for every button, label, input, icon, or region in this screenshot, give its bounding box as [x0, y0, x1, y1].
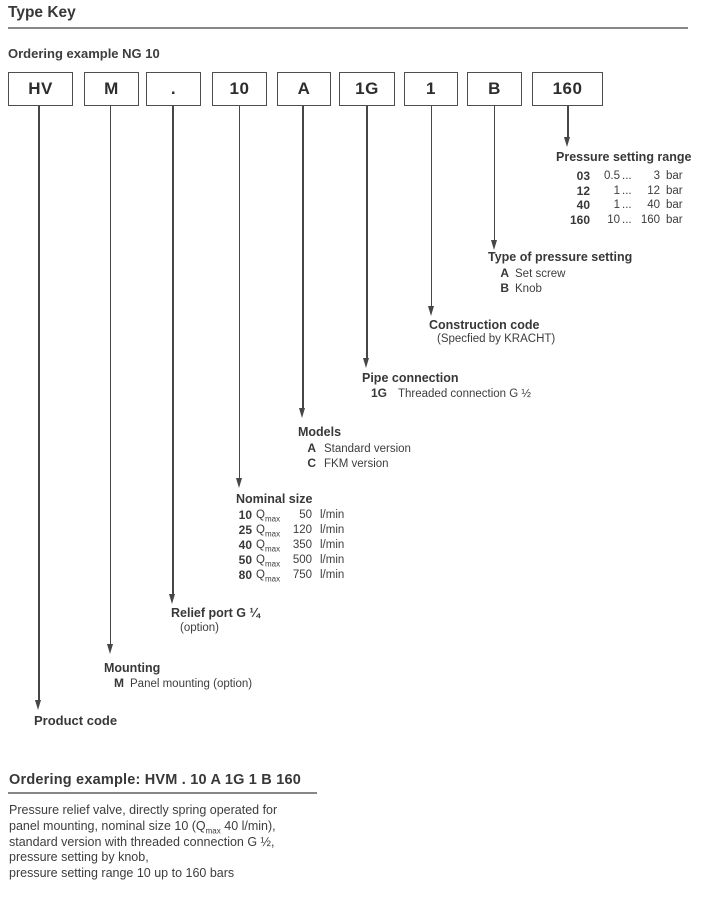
code-box-a: A [277, 72, 331, 106]
arrow-head-icon [491, 240, 497, 250]
size-code: 25 [238, 523, 252, 537]
description-line: pressure setting range 10 up to 160 bars [9, 866, 235, 881]
range-dots: ... [622, 199, 632, 211]
code-box-hv: HV [8, 72, 73, 106]
arrow-line [38, 106, 40, 702]
range-min: 1 [613, 199, 620, 211]
models-item [305, 441, 411, 456]
arrow-pressure-setting-range [564, 106, 573, 147]
code-box-160: 160 [532, 72, 603, 106]
range-code: 40 [576, 198, 590, 212]
range-code: 160 [569, 213, 590, 227]
range-max: 40 [647, 199, 660, 211]
range-min: 0.5 [604, 170, 620, 182]
pipe-connection-item [371, 386, 531, 401]
nominal-size-row [236, 568, 344, 582]
pressure-setting-type-item [497, 281, 542, 296]
nominal-size-row [236, 523, 344, 537]
pressure-setting-type-title: Type of pressure setting [488, 250, 633, 264]
item-code: M [114, 676, 124, 690]
range-max: 160 [640, 214, 660, 226]
models-title: Models [298, 425, 342, 439]
arrow-line [239, 106, 241, 480]
description-line: panel mounting, nominal size 10 ($Q_{max}$ 40 l/min), [9, 818, 276, 836]
arrow-head-icon [236, 478, 242, 488]
range-dots: ... [622, 214, 632, 226]
range-code: 03 [576, 169, 590, 183]
size-code: 10 [238, 508, 252, 522]
flow-value: 350 [292, 539, 312, 551]
size-code: 50 [238, 553, 252, 567]
item-label: Panel mounting (option) [130, 678, 253, 690]
nominal-size-row [236, 508, 344, 522]
mounting-title: Mounting [104, 661, 161, 675]
page-title: Type Key [8, 4, 76, 21]
nominal-size-title: Nominal size [236, 492, 313, 506]
arrow-line [494, 106, 496, 242]
arrow-nominal-size [235, 106, 244, 488]
flow-unit: l/min [320, 509, 345, 521]
range-code: 12 [576, 184, 590, 198]
ordering-example-description [9, 803, 277, 882]
arrow-line [366, 106, 368, 360]
range-min: 1 [613, 185, 620, 197]
construction-code-title: Construction code [429, 318, 540, 332]
range-unit: bar [666, 185, 683, 197]
arrow-head-icon [363, 358, 369, 368]
pipe-connection-title: Pipe connection [362, 371, 459, 385]
flow-unit: l/min [320, 569, 345, 581]
pressure-range-row [556, 198, 683, 212]
range-max: 3 [653, 170, 660, 182]
pressure-range-row [556, 169, 683, 183]
code-box-1: 1 [404, 72, 458, 106]
item-code: 1G [371, 386, 388, 400]
pressure-setting-type-item [497, 266, 566, 281]
code-box-10: 10 [212, 72, 267, 106]
range-unit: bar [666, 199, 683, 211]
arrow-relief-port [169, 106, 178, 604]
item-code: A [500, 266, 509, 280]
flow-value: 750 [292, 569, 312, 581]
item-code: B [500, 281, 509, 295]
qmax-symbol: $Q_{max}$ [256, 539, 281, 554]
size-code: 40 [238, 538, 252, 552]
arrow-mounting [106, 106, 115, 654]
arrow-line [172, 106, 174, 596]
arrow-pipe-connection [363, 106, 372, 368]
item-label: FKM version [324, 458, 389, 470]
flow-value: 120 [292, 524, 312, 536]
ordering-example-title: Ordering example: HVM . 10 A 1G 1 B 160 [9, 772, 301, 788]
code-box-dot: . [146, 72, 201, 106]
flow-unit: l/min [320, 539, 345, 551]
description-line: pressure setting by knob, [9, 850, 149, 865]
ordering-example-rule [8, 792, 317, 794]
qmax-symbol: $Q_{max}$ [256, 554, 281, 569]
relief-port-note: (option) [180, 622, 219, 634]
pressure-setting-range-title: Pressure setting range [556, 150, 692, 164]
range-max: 12 [647, 185, 660, 197]
arrow-head-icon [169, 594, 175, 604]
arrow-head-icon [564, 137, 570, 147]
code-box-m: M [84, 72, 139, 106]
qmax-symbol: $Q_{max}$ [256, 524, 281, 539]
flow-unit: l/min [320, 524, 345, 536]
item-label: Knob [515, 283, 542, 295]
item-code: C [307, 456, 316, 470]
pressure-range-row [556, 184, 683, 198]
range-min: 10 [607, 214, 620, 226]
relief-port-title: Relief port G ¼ [171, 606, 260, 620]
nominal-size-row [236, 538, 344, 552]
nominal-size-row [236, 553, 344, 567]
flow-value: 500 [292, 554, 312, 566]
flow-value: 50 [299, 509, 312, 521]
arrow-line [110, 106, 112, 646]
qmax-symbol: $Q_{max}$ [256, 569, 281, 584]
ordering-example-label: Ordering example NG 10 [8, 46, 160, 61]
range-dots: ... [622, 170, 632, 182]
arrow-line [567, 106, 569, 139]
title-rule [8, 27, 688, 29]
qmax-symbol: $Q_{max}$ [256, 509, 281, 524]
range-dots: ... [622, 185, 632, 197]
product-code-title: Product code [34, 713, 118, 728]
mounting-item [111, 676, 252, 691]
arrow-head-icon [428, 306, 434, 316]
item-label: Threaded connection G ½ [398, 388, 531, 400]
arrow-head-icon [35, 700, 41, 710]
flow-unit: l/min [320, 554, 345, 566]
pressure-range-row [556, 213, 683, 227]
range-unit: bar [666, 214, 683, 226]
construction-code-note: (Specfied by KRACHT) [437, 333, 556, 345]
models-item [305, 456, 389, 471]
range-unit: bar [666, 170, 683, 182]
code-box-1g: 1G [339, 72, 395, 106]
arrow-construction-code [427, 106, 436, 316]
description-line: Pressure relief valve, directly spring operated for [9, 803, 278, 817]
arrow-models [299, 106, 308, 418]
description-line: standard version with threaded connection G ½, [9, 834, 275, 849]
item-label: Set screw [515, 268, 566, 280]
arrow-pressure-setting-type [490, 106, 499, 250]
item-label: Standard version [324, 443, 411, 455]
arrow-head-icon [299, 408, 305, 418]
arrow-product-code [35, 106, 44, 710]
code-box-b: B [467, 72, 522, 106]
item-code: A [307, 441, 316, 455]
arrow-head-icon [107, 644, 113, 654]
arrow-line [431, 106, 433, 308]
size-code: 80 [238, 568, 252, 582]
arrow-line [302, 106, 304, 410]
